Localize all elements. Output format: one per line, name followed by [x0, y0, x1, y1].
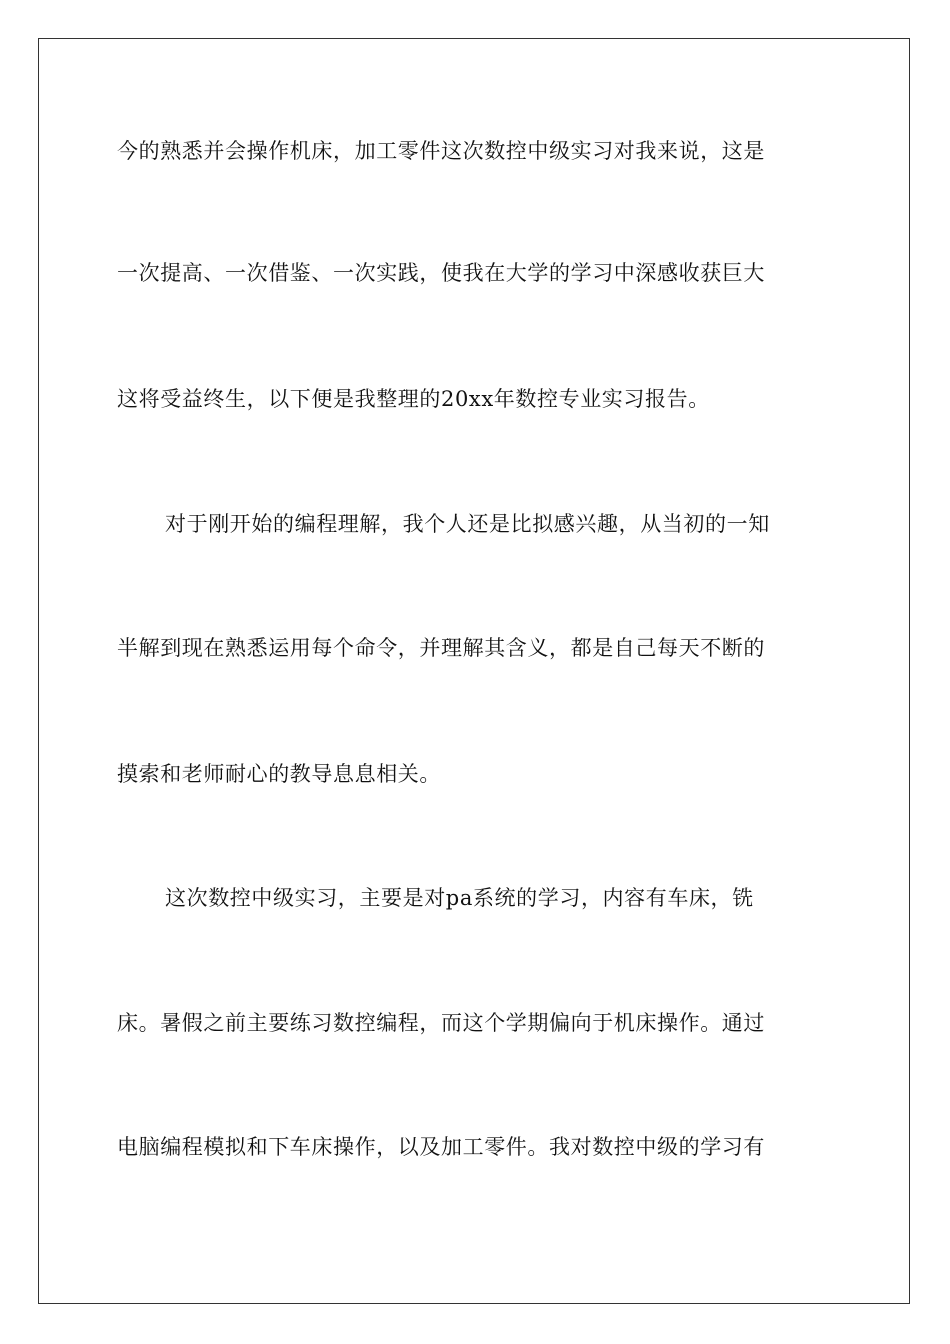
text-line: 电脑编程模拟和下车床操作，以及加工零件。我对数控中级的学习有 — [117, 1135, 765, 1159]
paragraph-start-line: 这次数控中级实习，主要是对pa系统的学习，内容有车床，铣 — [165, 886, 754, 910]
page-border — [38, 38, 910, 1304]
paragraph-start-line: 对于刚开始的编程理解，我个人还是比拟感兴趣，从当初的一知 — [165, 512, 770, 536]
text-line: 半解到现在熟悉运用每个命令，并理解其含义，都是自己每天不断的 — [117, 636, 765, 660]
text-line: 一次提高、一次借鉴、一次实践，使我在大学的学习中深感收获巨大 — [117, 261, 765, 285]
text-line: 摸索和老师耐心的教导息息相关。 — [117, 762, 441, 786]
text-line: 这将受益终生，以下便是我整理的20xx年数控专业实习报告。 — [117, 387, 710, 411]
text-line: 今的熟悉并会操作机床，加工零件这次数控中级实习对我来说，这是 — [117, 139, 765, 163]
text-line: 床。暑假之前主要练习数控编程，而这个学期偏向于机床操作。通过 — [117, 1011, 765, 1035]
